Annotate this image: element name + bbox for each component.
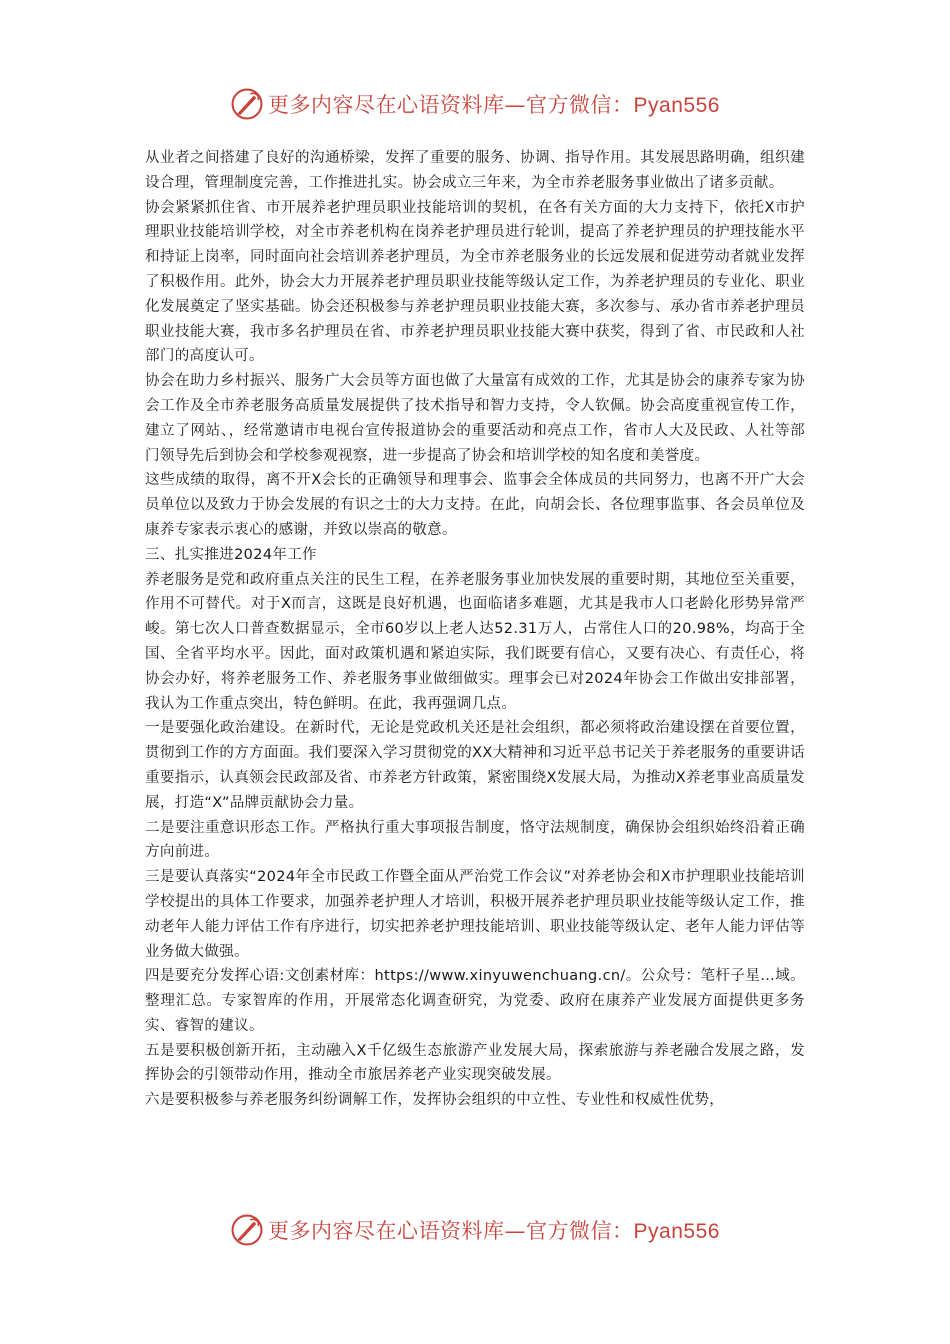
paragraph-5: 养老服务是党和政府重点关注的民生工程，在养老服务事业加快发展的重要时期，其地位至关重要，作用不可替代。对于X而言，这既是良好机遇，也面临诸多难题，尤其是我市人口老龄化形势异常严峻。第七次人口普查数据显示，全市60岁以上老人达52.31万人，占常住人口的20.98%，均高于全国、全省平均水平。因此，面对政策机遇和紧迫实际，我们既要有信心，又要有决心、有责任心，将协会办好，将养老服务工作、养老服务事业做细做实。理事会已对2024年协会工作做出安排部署，我认为工作重点突出，特色鲜明。在此，我再强调几点。 [145, 571, 805, 712]
banner-wechat-label: 官方微信： [526, 93, 634, 117]
quill-pen-logo-icon [230, 1213, 264, 1247]
paragraph-3: 协会在助力乡村振兴、服务广大会员等方面也做了大量富有成效的工作，尤其是协会的康养专家为协会工作及全市养老服务高质量发展提供了技术指导和智力支持，令人钦佩。协会高度重视宣传工作，建立了网站、，经常邀请市电视台宣传报道协会的重要活动和亮点工作，省市人大及民政、人社等部门领导先后到协会和学校参观视察，进一步提高了协会和培训学校的知名度和美誉度。 [145, 373, 805, 464]
banner-wechat-id: Pyan556 [633, 94, 720, 117]
paragraph-1: 从业者之间搭建了良好的沟通桥梁，发挥了重要的服务、协调、指导作用。其发展思路明确，组织建设合理，管理制度完善，工作推进扎实。协会成立三年来，为全市养老服务事业做出了诸多贡献。 [145, 150, 805, 191]
quill-pen-logo-icon [230, 87, 264, 121]
paragraph-11: 六是要积极参与养老服务纠纷调解工作，发挥协会组织的中立性、专业性和权威性优势， [145, 1092, 725, 1109]
banner-separator: — [504, 93, 527, 117]
section-heading: 三、扎实推进2024年工作 [145, 546, 317, 563]
footer-watermark-banner [0, 1210, 950, 1250]
paragraph-6: 一是要强化政治建设。在新时代，无论是党政机关还是社会组织，都必须将政治建设摆在首要位置，贯彻到工作的方方面面。我们要深入学习贯彻党的XX大精神和习近平总书记关于养老服务的重要讲话重要指示，认真领会民政部及省、市养老方针政策，紧密围绕X发展大局，为推动X养老事业高质量发展，打造“X”品牌贡献协会力量。 [145, 720, 805, 811]
banner-wechat-label: 官方微信： [526, 1219, 634, 1243]
header-watermark-banner [0, 84, 950, 124]
document-body [145, 146, 805, 1113]
paragraph-9: 四是要充分发挥心语:文创素材库：https://www.xinyuwenchuang.cn/。公众号：笔杆子星…域。整理汇总。专家智库的作用，开展常态化调查研究，为党委、政府在康养产业发展方面提供更多务实、睿智的建议。 [145, 968, 805, 1034]
paragraph-8: 三是要认真落实“2024年全市民政工作暨全面从严治党工作会议”对养老协会和X市护理职业技能培训学校提出的具体工作要求，加强养老护理人才培训，积极开展养老护理员职业技能等级认定工作，推动老年人能力评估工作有序进行，切实把养老护理技能培训、职业技能等级认定、老年人能力评估等业务做大做强。 [145, 869, 805, 960]
banner-text [268, 1215, 720, 1245]
paragraph-10: 五是要积极创新开拓，主动融入X千亿级生态旅游产业发展大局，探索旅游与养老融合发展之路，发挥协会的引领带动作用，推动全市旅居养老产业实现突破发展。 [145, 1042, 805, 1084]
paragraph-7: 二是要注重意识形态工作。严格执行重大事项报告制度，恪守法规制度，确保协会组织始终沿着正确方向前进。 [145, 819, 805, 861]
banner-wechat-id: Pyan556 [633, 1220, 720, 1243]
paragraph-4: 这些成绩的取得，离不开X会长的正确领导和理事会、监事会全体成员的共同努力，也离不开广大会员单位以及致力于协会发展的有识之士的大力支持。在此，向胡会长、各位理事监事、各会员单位及康养专家表示衷心的感谢，并致以崇高的敬意。 [145, 472, 805, 538]
banner-separator: — [504, 1219, 527, 1243]
paragraph-2: 协会紧紧抓住省、市开展养老护理员职业技能培训的契机，在各有关方面的大力支持下，依托X市护理职业技能培训学校，对全市养老机构在岗养老护理员进行轮训，提高了养老护理员的护理技能水平和持证上岗率，同时面向社会培训养老护理员，为全市养老服务业的长远发展和促进劳动者就业发挥了积极作用。此外，协会大力开展养老护理员职业技能等级认定工作，为养老护理员的专业化、职业化发展奠定了坚实基础。协会还积极参与养老护理员职业技能大赛，多次参与、承办省市养老护理员职业技能大赛，我市多名护理员在省、市养老护理员职业技能大赛中获奖，得到了省、市民政和人社部门的高度认可。 [145, 199, 805, 365]
banner-main-text: 更多内容尽在心语资料库 [268, 93, 505, 117]
banner-text [268, 89, 720, 119]
banner-main-text: 更多内容尽在心语资料库 [268, 1219, 505, 1243]
